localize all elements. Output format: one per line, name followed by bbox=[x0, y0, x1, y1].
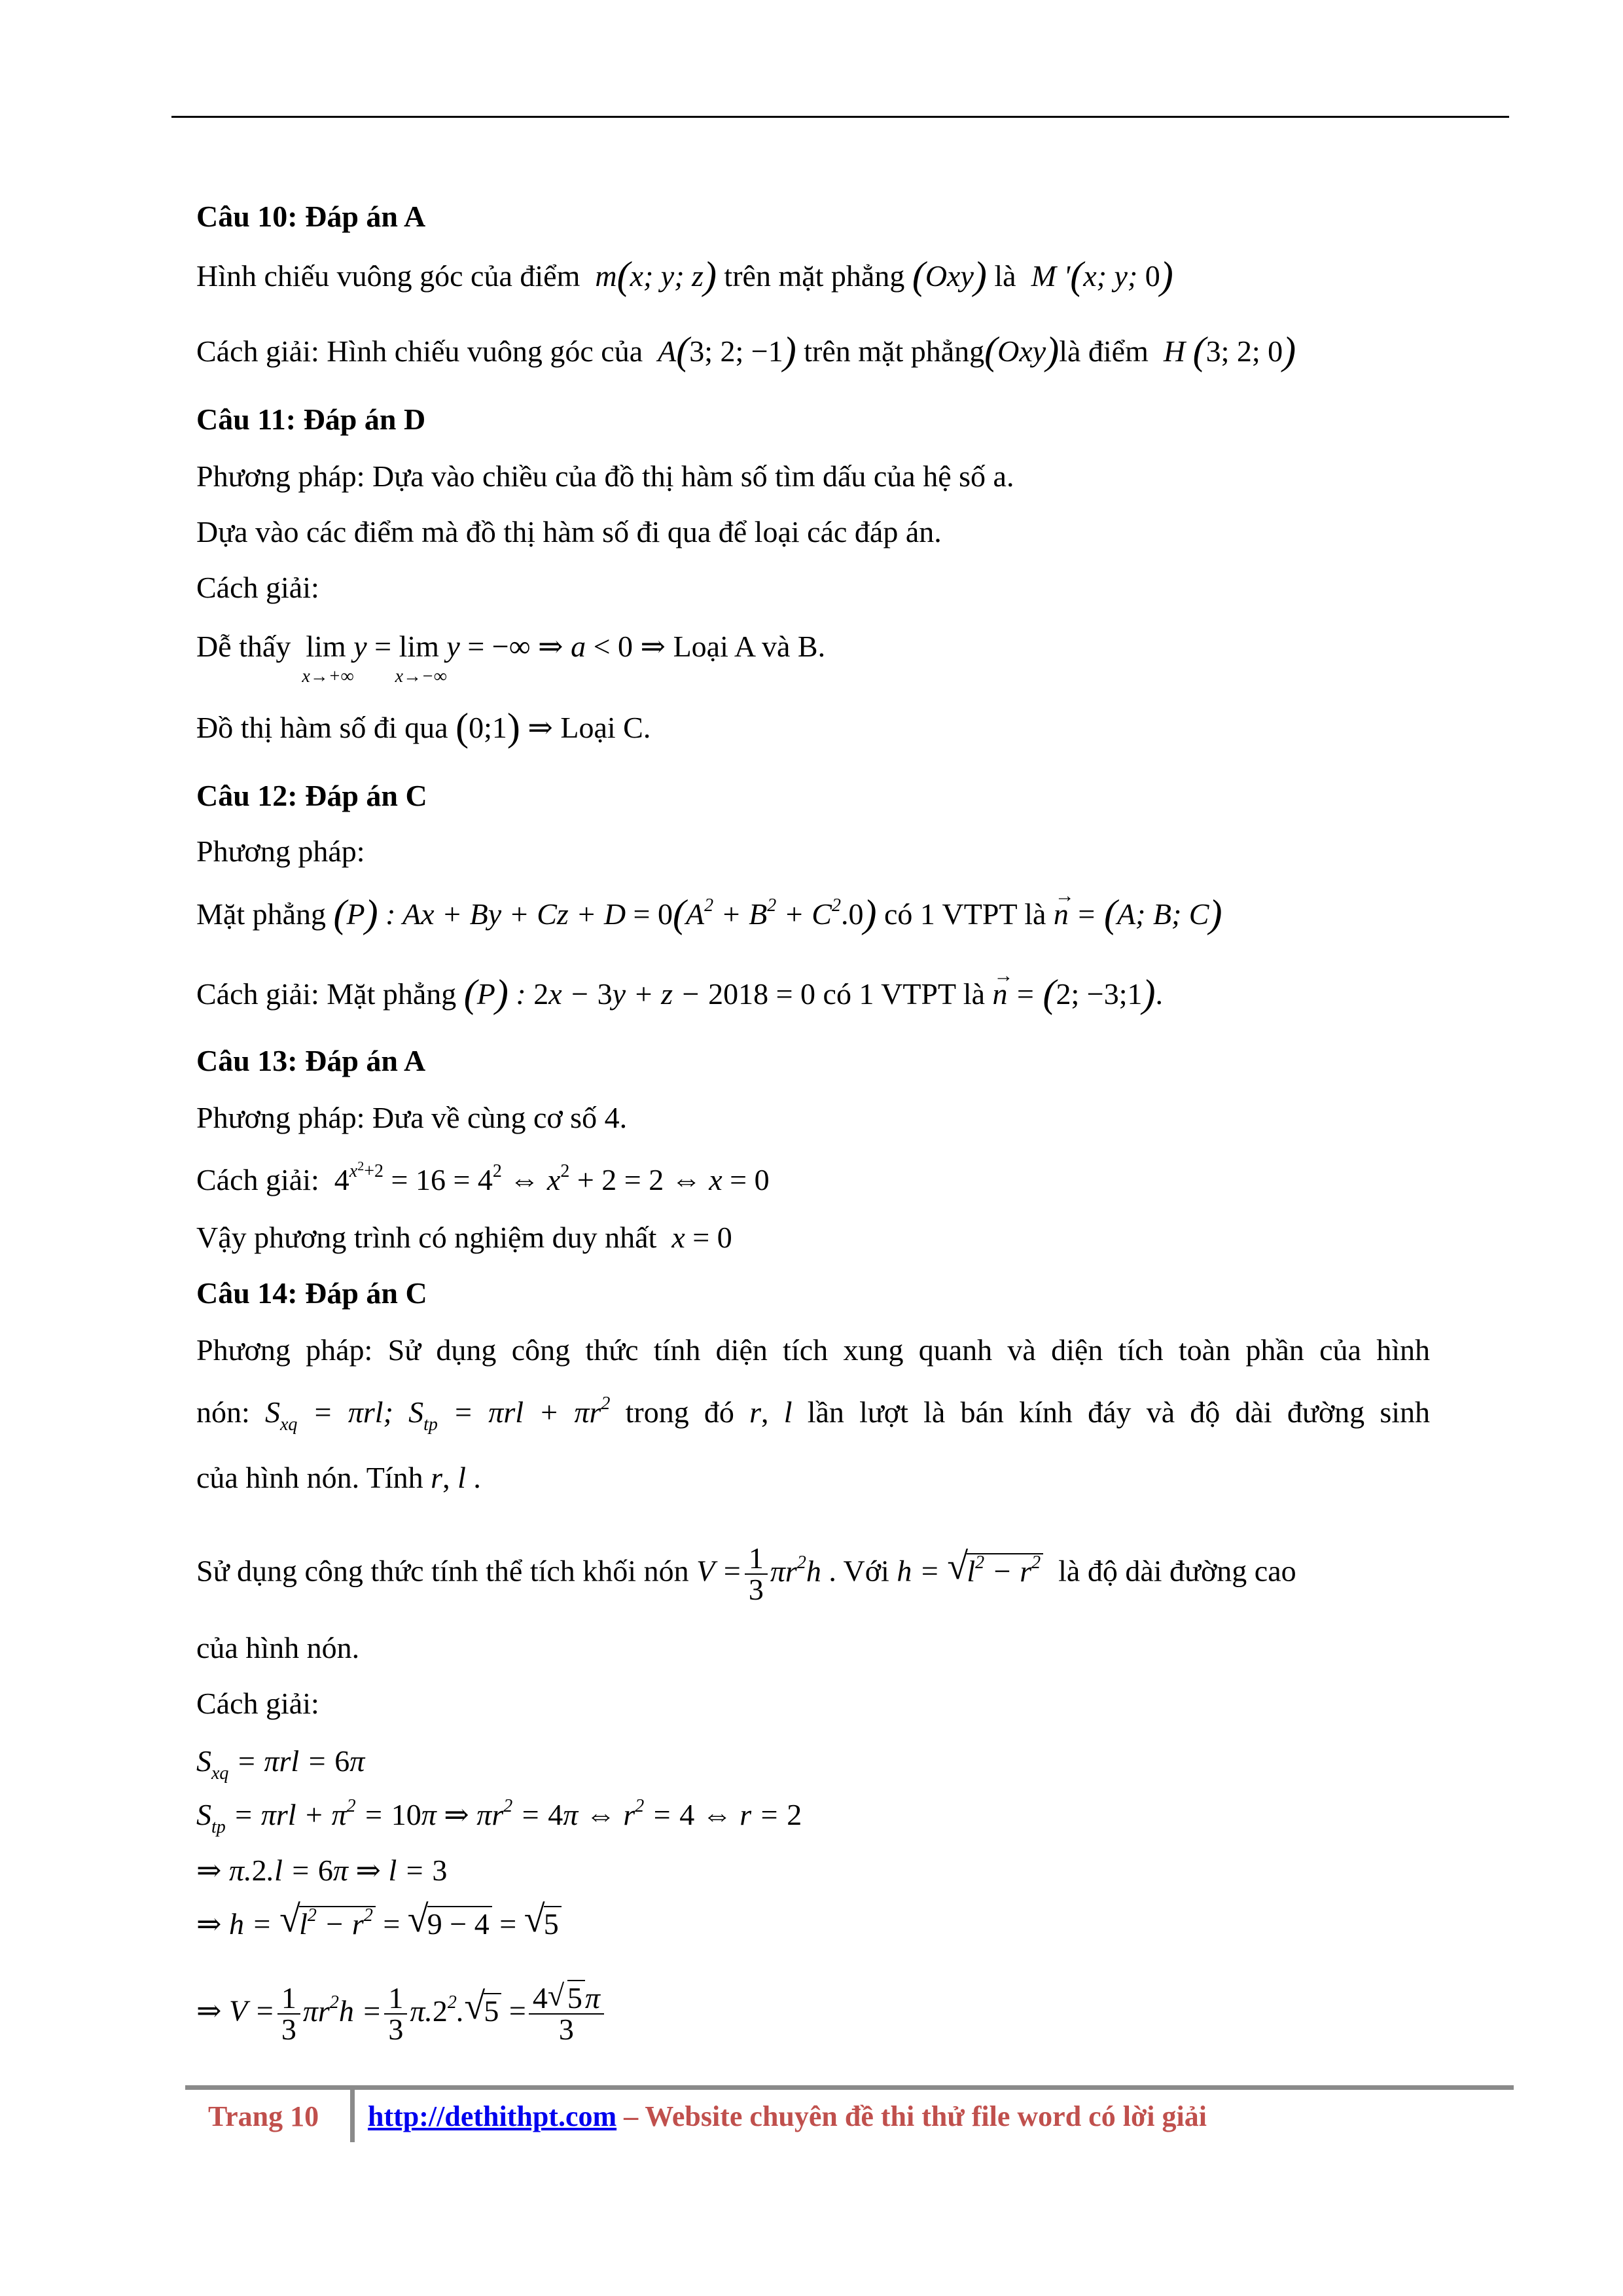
question-14-step-2: $S_{tp} = \pi rl + \pi^2 = 10\pi$ ⇒ $\pi r^2 = 4\pi$ ⇔ $r^2 = 4$ ⇔ r = 2 bbox=[196, 1796, 802, 1837]
question-12-heading: Câu 12: Đáp án C bbox=[196, 779, 427, 812]
question-14-step-4: ⇒ h = √ $l^2 - r^2$ = √ 9 − 4 = √ 5 bbox=[196, 1906, 562, 1943]
footer-tagline: – Website chuyên đề thi thử file word có lời giải bbox=[616, 2100, 1207, 2132]
question-10-heading: Câu 10: Đáp án A bbox=[196, 200, 426, 233]
question-13-heading: Câu 13: Đáp án A bbox=[196, 1044, 426, 1077]
question-11-method-2: Dựa vào các điểm mà đồ thị hàm số đi qua để loại các đáp án. bbox=[196, 515, 942, 548]
question-12-method-formula: Mặt phẳng (P) : $Ax + By + Cz + D = 0(A^2 + B^2 + C^2.0)$ có 1 VTPT là → n = (A; B; C) bbox=[196, 895, 1222, 933]
question-13-solution: Cách giải: $4^{x^2+2} = 16 = 4^2$ ⇔ $x^2 + 2 = 2$ ⇔ x = 0 bbox=[196, 1159, 770, 1196]
footer-website-link[interactable]: http://dethithpt.com bbox=[368, 2100, 617, 2132]
question-11-step-1: Dễ thấy lim x→+∞ y = lim x→−∞ y = −∞ ⇒ a < 0 ⇒ Loại A và B. bbox=[196, 630, 826, 687]
footer-page-number: Trang 10 bbox=[208, 2100, 319, 2132]
header-rule bbox=[171, 116, 1509, 118]
question-11-method: Phương pháp: Dựa vào chiều của đồ thị hàm số tìm dấu của hệ số a. bbox=[196, 459, 1014, 493]
footer-rule bbox=[185, 2085, 1514, 2090]
question-13-method: Phương pháp: Đưa về cùng cơ số 4. bbox=[196, 1101, 628, 1134]
question-14-step-3: ⇒ π.2.l = 6π ⇒ l = 3 bbox=[196, 1854, 448, 1887]
question-10-statement: Hình chiếu vuông góc của điểm m(x; y; z) trên mặt phẳng (Oxy) là M '(x; y; 0) bbox=[196, 254, 1173, 297]
question-11-step-2: Đồ thị hàm số đi qua (0;1) ⇒ Loại C. bbox=[196, 706, 651, 749]
question-14-volume-line-2: của hình nón. bbox=[196, 1631, 360, 1664]
footer-text bbox=[368, 2100, 1207, 2133]
question-10-solution: Cách giải: Hình chiếu vuông góc của A(3; 2; −1) trên mặt phẳng(Oxy)là điểm H (3; 2; 0) bbox=[196, 329, 1296, 372]
question-14-volume-formula: Sử dụng công thức tính thể tích khối nón V = $\frac{1}{3}$ $\pi r^2h$ . Với h = √ $l^2 - r^2$ là độ dài đường cao bbox=[196, 1541, 1296, 1606]
question-11-heading: Câu 11: Đáp án D bbox=[196, 403, 426, 436]
question-14-step-5: ⇒ V = $\frac{1}{3}$ $\pi r^2h$ = $\frac{1}{3}$ $\pi.2^2$. √ 5 = 4 √ 5π 3 bbox=[196, 1983, 607, 2045]
question-14-heading: Câu 14: Đáp án C bbox=[196, 1276, 427, 1310]
question-12-solution: Cách giải: Mặt phẳng (P) : 2x − 3y + z − 2018 = 0 có 1 VTPT là → n = (2; −3;1). bbox=[196, 975, 1163, 1013]
question-14-solution-label: Cách giải: bbox=[196, 1687, 319, 1720]
question-14-step-1: $S_{xq} = \pi rl = 6\pi$ bbox=[196, 1744, 365, 1784]
question-14-method-line-3: của hình nón. Tính r, l . bbox=[196, 1461, 481, 1494]
question-13-conclusion: Vậy phương trình có nghiệm duy nhất x = 0 bbox=[196, 1221, 732, 1254]
footer-separator bbox=[350, 2090, 355, 2142]
question-14-method-line-1: Phương pháp: Sử dụng công thức tính diện tích xung quanh và diện tích toàn phần của hình bbox=[196, 1333, 1430, 1367]
question-14-method-line-2: nón: $S_{xq} = \pi rl$; $S_{tp} = \pi rl + \pi r^2$ trong đó r, l lần lượt là bán kính đáy và độ dài đường sinh bbox=[196, 1393, 1431, 1435]
question-12-method-label: Phương pháp: bbox=[196, 834, 365, 868]
question-11-solution-label: Cách giải: bbox=[196, 571, 319, 604]
